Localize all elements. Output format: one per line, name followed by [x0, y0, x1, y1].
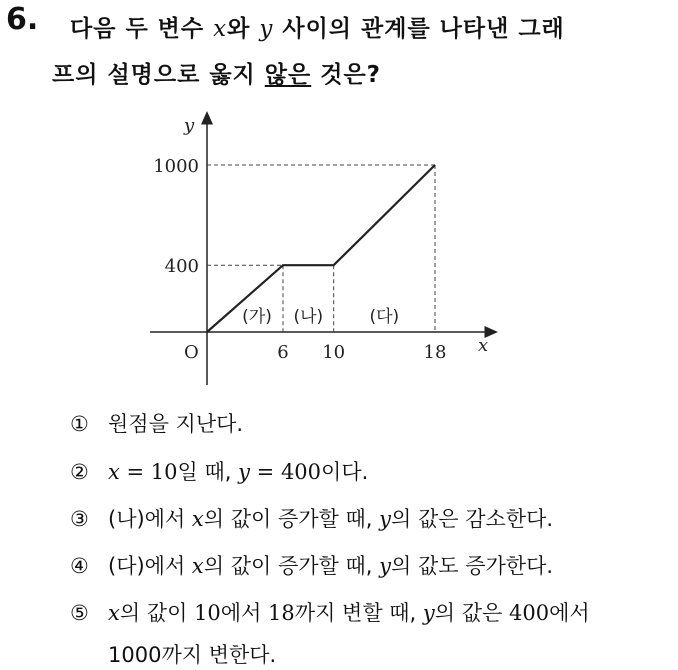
option-text: 10 — [194, 601, 221, 625]
option-text: 이다. — [321, 460, 369, 484]
question-text: 다음 두 변수 — [70, 16, 214, 42]
y-tick-label: 1000 — [153, 156, 199, 177]
option-text: x — [191, 554, 204, 578]
option-text: 의 값도 증가한다. — [391, 554, 554, 578]
x-tick-label: 10 — [322, 342, 346, 363]
option-text: 18 — [268, 601, 295, 625]
x-tick-label: 6 — [277, 342, 289, 363]
option-text: x — [191, 507, 204, 531]
answer-option-2[interactable] — [70, 456, 368, 486]
option-text: y — [379, 554, 392, 578]
x-tick-label: 18 — [423, 342, 447, 363]
option-number: ③ — [70, 507, 89, 531]
option-text: x — [108, 601, 120, 625]
option-text: 의 값은 — [434, 601, 510, 625]
option-text: y — [379, 507, 392, 531]
question-number: 6. — [6, 2, 39, 37]
question-text: 사이의 관계를 나타낸 그래 — [273, 16, 565, 42]
option-text: (나)에서 — [108, 507, 192, 531]
option-number: ⑤ — [70, 601, 89, 625]
option-text: x — [108, 460, 120, 484]
option-text: = 10 — [119, 460, 178, 484]
origin-label: O — [184, 342, 199, 363]
option-text: 에서 — [220, 601, 269, 625]
region-label: (다) — [369, 307, 400, 327]
option-text: = 400 — [250, 460, 322, 484]
option-text: 의 값은 감소한다. — [391, 507, 554, 531]
y-tick-label: 400 — [164, 256, 199, 278]
option-text: (다)에서 — [108, 554, 192, 578]
question-text: 프의 설명으로 옳지 — [52, 62, 265, 88]
underlined-word: 않은 — [264, 62, 312, 88]
answer-option-1[interactable] — [70, 408, 243, 438]
region-label: (가) — [242, 307, 272, 327]
answer-option-3[interactable] — [70, 503, 553, 533]
region-label: (나) — [293, 307, 324, 327]
y-axis-label: y — [184, 115, 195, 136]
option-text: y — [238, 460, 250, 484]
answer-option-5[interactable] — [70, 597, 590, 627]
question-text: 와 — [227, 16, 260, 42]
option-number: ② — [70, 460, 89, 484]
answer-option-4[interactable] — [70, 550, 553, 580]
option-text: 원점을 지난다. — [108, 412, 244, 436]
variable-y: y — [259, 16, 274, 42]
option-text: 일 때, — [177, 460, 239, 484]
option-text: 의 값이 — [119, 601, 195, 625]
question-text: 것은? — [311, 62, 382, 88]
option-number: ① — [70, 412, 89, 436]
option-text: 의 값이 증가할 때, — [203, 507, 380, 531]
x-axis-label: x — [478, 335, 489, 356]
option-text: y — [422, 601, 435, 625]
option-number: ④ — [70, 554, 89, 578]
option-text: 의 값이 증가할 때, — [203, 554, 380, 578]
option-text: 에서 — [549, 601, 590, 625]
option-text: 까지 변할 때, — [294, 601, 423, 625]
answer-option-5-continued: 1000까지 변한다. — [108, 643, 277, 667]
option-text: 400 — [509, 601, 550, 625]
variable-x: x — [213, 16, 228, 42]
